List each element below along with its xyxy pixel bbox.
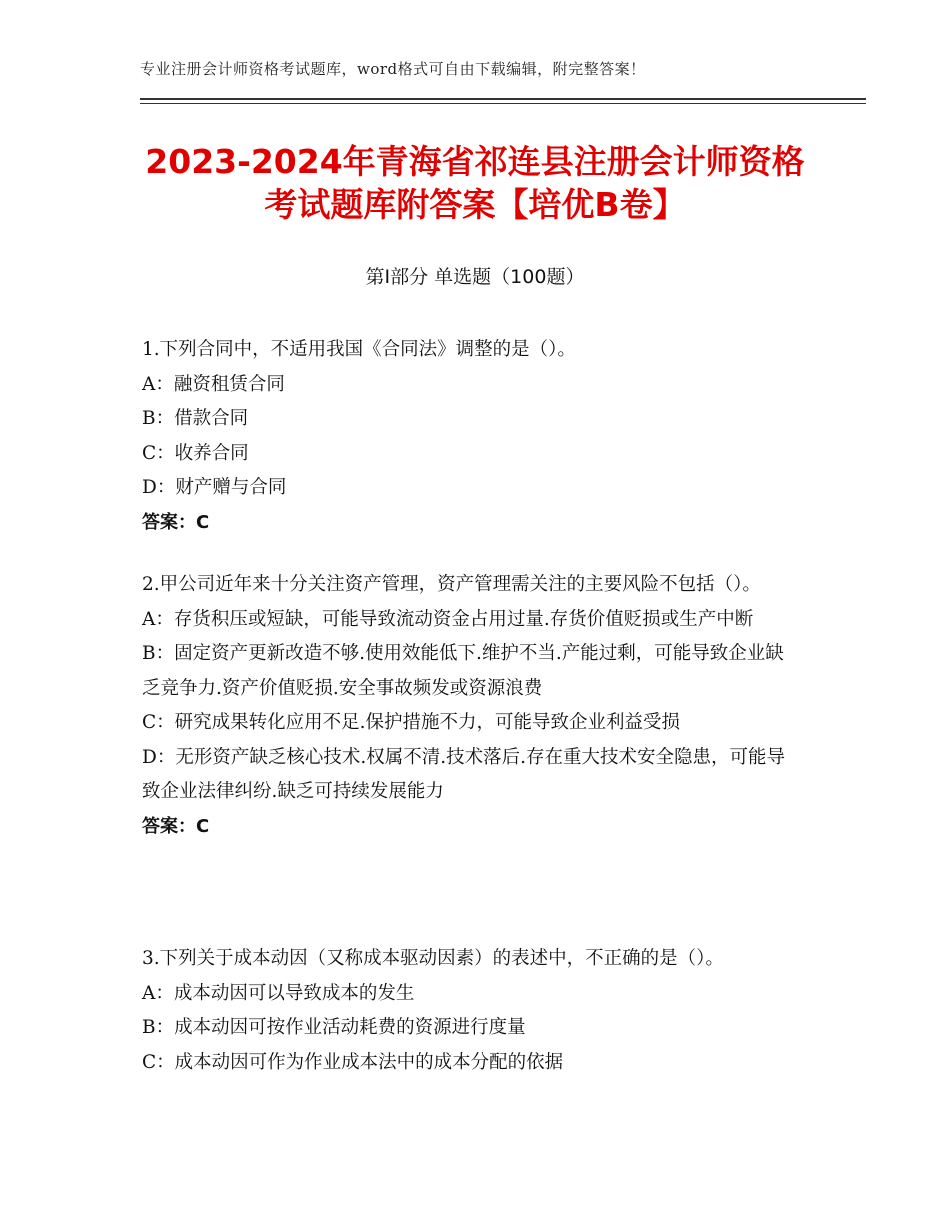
question-stem: 3.下列关于成本动因（又称成本驱动因素）的表述中，不正确的是（）。 (142, 948, 724, 969)
option-a: A：成本动因可以导致成本的发生 (142, 982, 415, 1004)
header-rule-thin (140, 103, 866, 104)
answer: 答案：C (142, 815, 210, 837)
option-b: B：固定资产更新改造不够.使用效能低下.维护不当.产能过剩，可能导致企业缺乏竞争力.资产价值贬损.安全事故频发或资源浪费 (142, 643, 784, 699)
option-d: D：无形资产缺乏核心技术.权属不清.技术落后.存在重大技术安全隐患，可能导致企业法律纠纷.缺乏可持续发展能力 (142, 746, 785, 802)
option-a: A：融资租赁合同 (142, 373, 285, 395)
title-line-2: 考试题库附答案【培优B卷】 (264, 185, 686, 224)
question-stem: 2.甲公司近年来十分关注资产管理，资产管理需关注的主要风险不包括（）。 (142, 574, 761, 595)
question-1 (142, 333, 802, 540)
option-c: C：成本动因可作为作业成本法中的成本分配的依据 (142, 1051, 564, 1073)
option-b: B：借款合同 (142, 408, 249, 429)
question-3 (142, 942, 802, 1080)
question-stem: 1.下列合同中，不适用我国《合同法》调整的是（）。 (142, 339, 576, 360)
header-rule-thick (140, 98, 866, 100)
title-line-1: 2023-2024年青海省祁连县注册会计师资格 (145, 142, 805, 181)
option-d: D：财产赠与合同 (142, 477, 287, 498)
section-heading: 第Ⅰ部分 单选题（100题） (365, 266, 585, 288)
question-2 (142, 568, 802, 844)
document-title (100, 140, 850, 226)
answer: 答案：C (142, 511, 210, 533)
option-b: B：成本动因可按作业活动耗费的资源进行度量 (142, 1017, 526, 1038)
option-a: A：存货积压或短缺，可能导致流动资金占用过量.存货价值贬损或生产中断 (142, 608, 754, 630)
option-c: C：研究成果转化应用不足.保护措施不力，可能导致企业利益受损 (142, 712, 681, 733)
page-header: 专业注册会计师资格考试题库，word格式可自由下载编辑，附完整答案！ (140, 60, 646, 78)
option-c: C：收养合同 (142, 442, 249, 464)
